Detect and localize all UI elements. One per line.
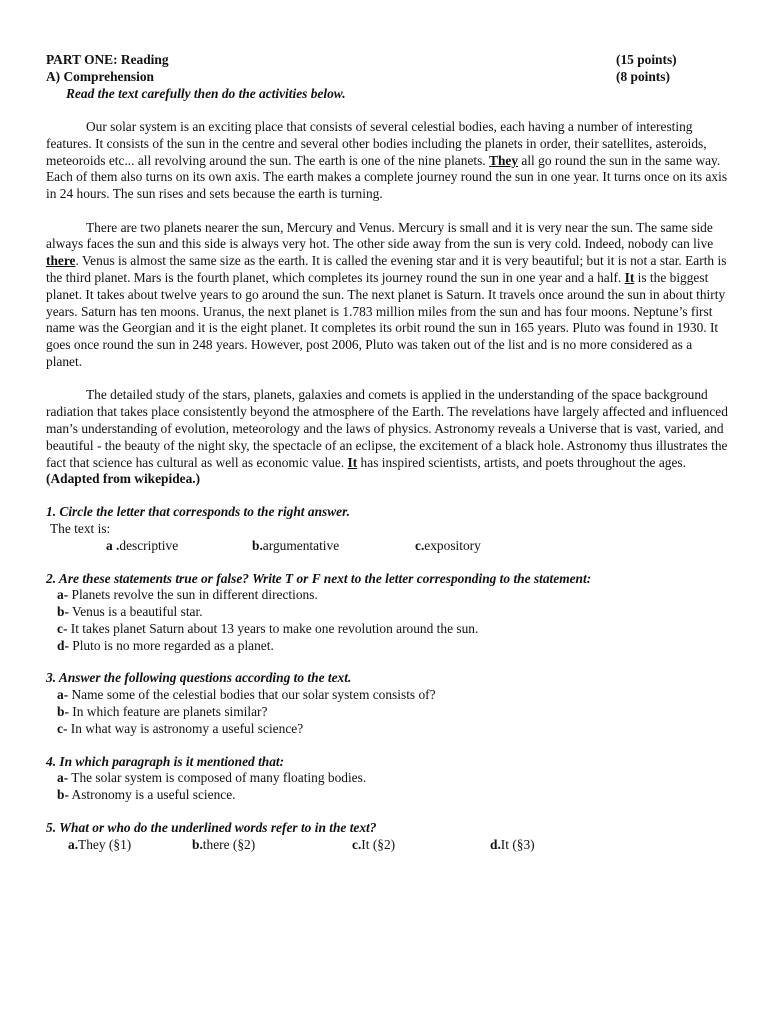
ref-c-letter: c. (352, 836, 362, 852)
question-3-c (57, 721, 730, 738)
ref-a-letter: a. (68, 836, 79, 852)
paragraph-3-text-a: The detailed study of the stars, planets, galaxies and comets is applied in the understanding of the space background radiation that takes place consistently beyond the atmosphere of the Earth. The revelations have largely affected and influenced man’s understanding of evolution, meteorology and the laws of physics. Astronomy reveals a Universe that is vast, varied, and beautiful - the beauty of the night sky, the spectacle of an eclipse, the excitement of a black hole. Astronomy thus illustrates the fact that science has cultural as well as economic value. (46, 387, 728, 470)
underlined-word-they: They (489, 152, 519, 168)
question-5-title: 5. What or who do the underlined words refer to in the text? (46, 820, 377, 836)
ref-c (352, 837, 490, 854)
paragraph-2-text-a: There are two planets nearer the sun, Mercury and Venus. Mercury is small and it is very near the sun. The same side always faces the sun and this side is always very hot. The other side away from the sun is very cold. Indeed, nobody can live (46, 219, 714, 252)
ref-d-text: It (§3) (500, 836, 535, 852)
statement-d-letter: d- (57, 637, 69, 653)
question-4-b (57, 787, 730, 804)
paragraph-2 (46, 220, 730, 371)
option-b-text: argumentative (262, 537, 340, 553)
question-3-a-text: Name some of the celestial bodies that our solar system consists of? (68, 687, 436, 703)
statement-d-text: Pluto is no more regarded as a planet. (68, 637, 274, 653)
ref-b-letter: b. (192, 836, 203, 852)
statement-b-text: Venus is a beautiful star. (68, 604, 203, 620)
option-b-letter: b. (252, 537, 263, 553)
section-title: A) Comprehension (46, 68, 155, 84)
option-a-letter: a . (106, 537, 120, 553)
question-1-options (106, 538, 730, 555)
ref-a-text: They (§1) (78, 836, 132, 852)
question-4-a (57, 770, 730, 787)
option-c[interactable] (415, 538, 481, 555)
question-3-title: 3. Answer the following questions according to the text. (46, 670, 352, 686)
section-header (46, 69, 730, 86)
statement-b (57, 604, 730, 621)
statement-a-letter: a- (57, 587, 69, 603)
question-4-b-text: Astronomy is a useful science. (68, 787, 236, 803)
paragraph-1 (46, 119, 730, 203)
question-3-a-letter: a- (57, 687, 69, 703)
ref-b-text: there (§2) (202, 836, 256, 852)
paragraph-3-text-b: has inspired scientists, artists, and poets throughout the ages. (357, 454, 686, 470)
question-4-b-letter: b- (57, 787, 69, 803)
part-points: (15 points) (616, 52, 677, 67)
statement-b-letter: b- (57, 604, 69, 620)
statement-a-text: Planets revolve the sun in different directions. (68, 587, 318, 603)
option-a[interactable] (106, 538, 252, 555)
statement-c-text: It takes planet Saturn about 13 years to make one revolution around the sun. (67, 620, 479, 636)
question-3-a (57, 687, 730, 704)
paragraph-2-text-c: is the biggest planet. It takes about twelve years to go around the sun. The next planet is Saturn. It travels once around the sun in about thirty years. Saturn has ten moons. Uranus, the next planet is 1.783 million miles from the sun and has four moons. Neptune’s first name was the Georgian and it is the eight planet. It completes its orbit round the sun in 165 years. Pluto was found in 1930. It goes once round the sun in 248 years. However, post 2006, Pluto was taken out of the list and is no more considered as a planet. (46, 269, 726, 369)
ref-b (192, 837, 352, 854)
question-4-a-text: The solar system is composed of many floating bodies. (68, 770, 367, 786)
paragraph-3 (46, 387, 730, 471)
ref-d (490, 837, 535, 854)
question-1-title: 1. Circle the letter that corresponds to the right answer. (46, 504, 350, 520)
question-3-c-letter: c- (57, 720, 68, 736)
part-title: PART ONE: Reading (46, 52, 169, 67)
reading-instruction: Read the text carefully then do the activities below. (66, 85, 346, 101)
question-4-title: 4. In which paragraph is it mentioned that: (46, 753, 285, 769)
paragraph-1-text-a: Our solar system is an exciting place that consists of several celestial bodies, each having a number of interesting features. It consists of the sun in the centre and several other bodies including the planets in order, their satellites, asteroids, meteoroids etc... all revolving around the sun. The earth is one of the nine planets. (46, 118, 707, 168)
ref-a (68, 837, 192, 854)
option-c-text: expository (424, 537, 481, 553)
underlined-word-it-p3: It (347, 454, 358, 470)
part-header (46, 52, 730, 69)
question-4-a-letter: a- (57, 770, 69, 786)
statement-c-letter: c- (57, 620, 68, 636)
underlined-word-there: there (46, 253, 76, 269)
underlined-word-it-p2: It (624, 269, 635, 285)
section-points: (8 points) (616, 68, 670, 84)
worksheet-page (46, 52, 730, 854)
statement-d (57, 638, 730, 655)
question-2-title: 2. Are these statements true or false? Write T or F next to the letter corresponding to the statement: (46, 570, 592, 586)
source-note: (Adapted from wikepidea.) (46, 471, 201, 487)
paragraph-2-text-b: . Venus is almost the same size as the earth. It is called the evening star and it is very beautiful; but it is not a star. Earth is the third planet. Mars is the fourth planet, which completes its journey round the sun in one year and a half. (46, 253, 727, 285)
ref-d-letter: d. (490, 836, 501, 852)
paragraph-1-text-b: all go round the sun in the same way. Each of them also turns on its own axis. The earth makes a complete journey round the sun in one year. It turns once on its axis in 24 hours. The sun rises and sets because the earth is turning. (46, 152, 728, 202)
question-3-b-letter: b- (57, 704, 69, 720)
option-b[interactable] (252, 538, 415, 555)
question-5-refs (68, 837, 730, 854)
ref-c-text: It (§2) (361, 836, 396, 852)
statement-c (57, 621, 730, 638)
statement-a (57, 587, 730, 604)
question-3-c-text: In what way is astronomy a useful science? (67, 720, 304, 736)
question-3-b (57, 704, 730, 721)
option-a-text: descriptive (119, 537, 179, 553)
question-3-b-text: In which feature are planets similar? (68, 704, 268, 720)
question-1-stem: The text is: (50, 520, 111, 536)
option-c-letter: c. (415, 537, 425, 553)
